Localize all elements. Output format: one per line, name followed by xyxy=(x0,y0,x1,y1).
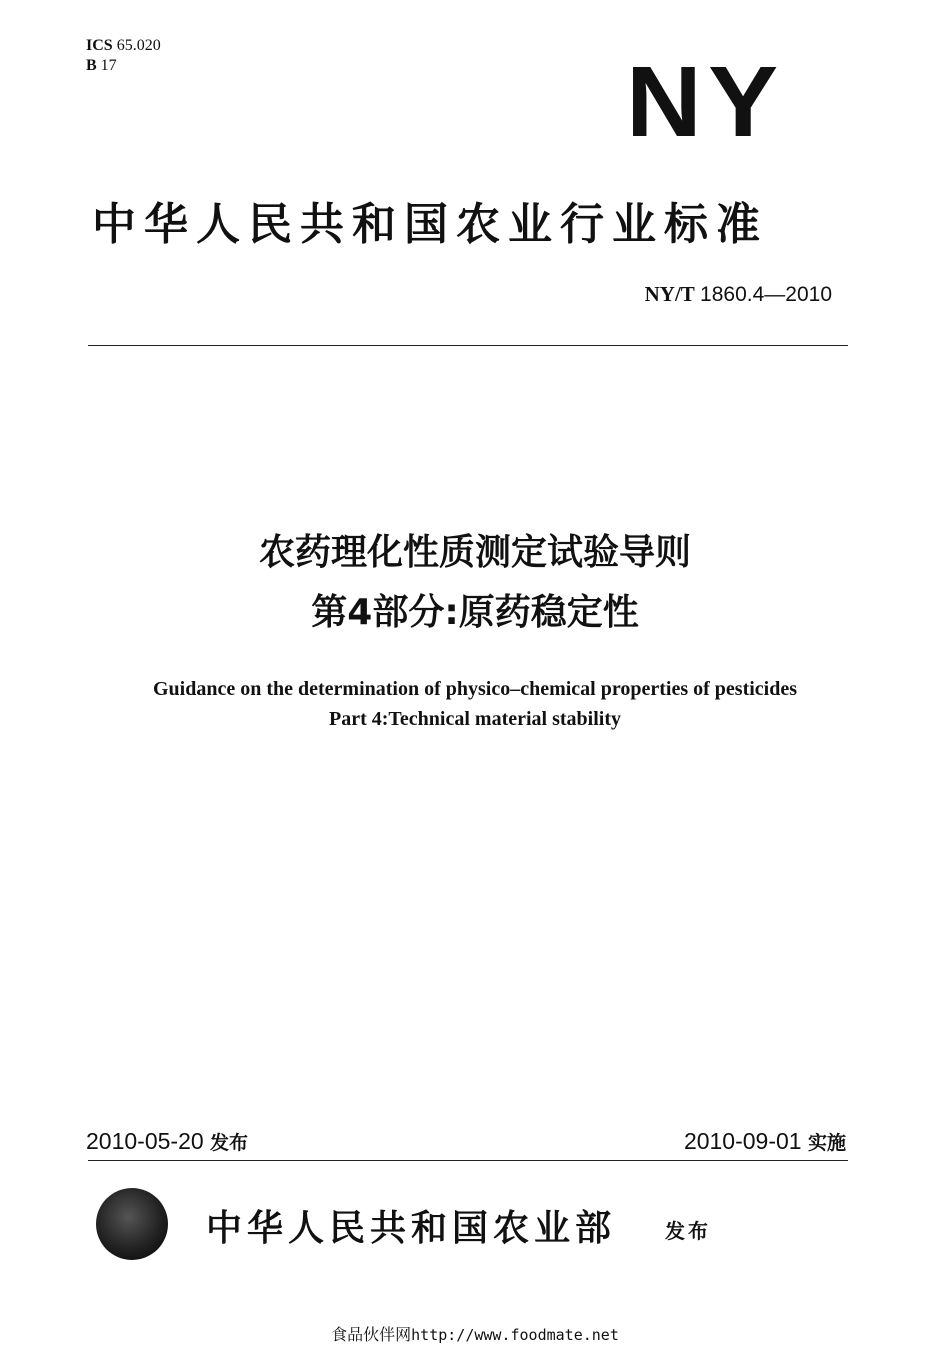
doc-title-cn-line1: 农药理化性质测定试验导则 xyxy=(258,532,691,573)
ministry-name: 中华人民共和国农业部 xyxy=(206,1207,617,1249)
doc-title-en-line1: Guidance on the determination of physico–chemical properties of pesticides xyxy=(152,678,798,700)
standard-code xyxy=(645,282,832,307)
ics-value: 65.020 xyxy=(116,37,161,54)
doc-title-en-line2: Part 4:Technical material stability xyxy=(329,708,621,730)
class-label: B xyxy=(86,57,97,74)
footer-site: 食品伙伴网 xyxy=(331,1325,412,1344)
publish-label: 发布 xyxy=(665,1219,711,1243)
ics-line xyxy=(86,36,161,56)
class-line xyxy=(86,56,161,76)
effective-date xyxy=(684,1128,846,1155)
code-prefix: NY/T xyxy=(644,282,695,306)
footer-divider xyxy=(88,1160,848,1161)
effective-date-value: 2010-09-01 xyxy=(683,1128,802,1154)
issue-date xyxy=(86,1128,248,1155)
standard-title: 中华人民共和国农业行业标准 xyxy=(92,199,768,250)
effective-date-suffix: 实施 xyxy=(807,1132,846,1154)
ics-classification xyxy=(86,36,161,76)
ministry-seal xyxy=(96,1188,168,1260)
ny-logo: NY xyxy=(626,46,785,158)
doc-title-cn-line2: 第4部分:原药稳定性 xyxy=(311,592,639,633)
issue-date-value: 2010-05-20 xyxy=(86,1128,204,1154)
issue-date-suffix: 发布 xyxy=(210,1132,249,1154)
footer-url[interactable]: http://www.foodmate.net xyxy=(411,1326,619,1344)
class-value: 17 xyxy=(100,57,117,74)
header-divider xyxy=(88,345,848,346)
watermark-footer xyxy=(0,1322,950,1345)
code-number: 1860.4—2010 xyxy=(700,283,832,306)
ics-label: ICS xyxy=(86,37,113,54)
